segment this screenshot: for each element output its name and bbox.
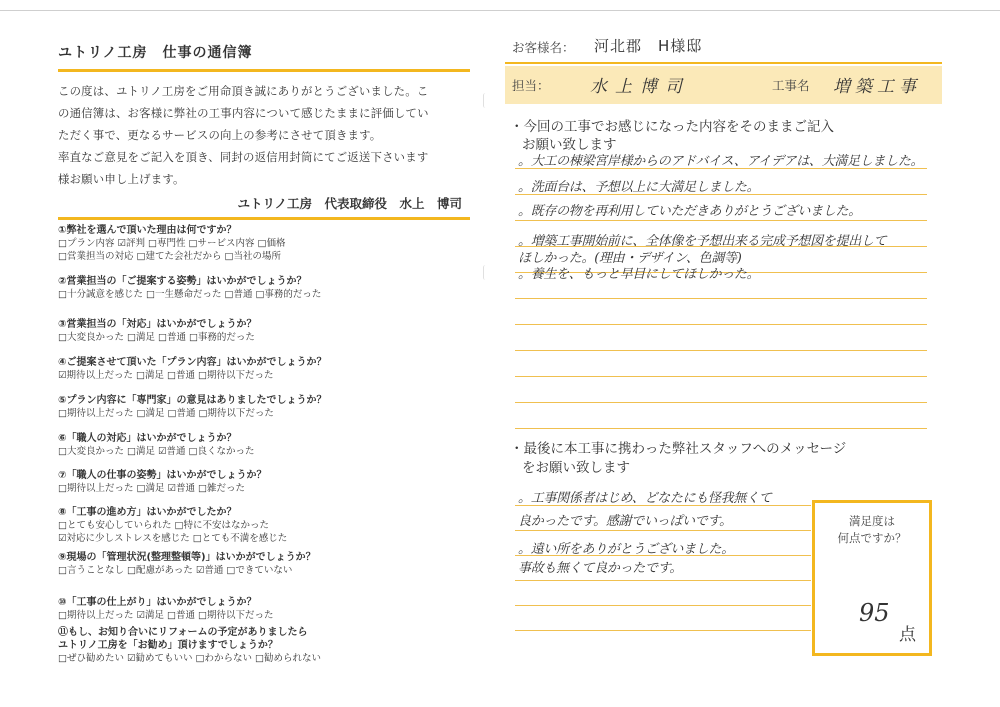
impression-handwritten: 。増築工事開始前に、全体像を予想出来る完成予想図を提出して — [518, 234, 887, 249]
customer-divider — [505, 62, 942, 64]
question-title: ⑪もし、お知り合いにリフォームの予定がありましたら — [58, 627, 308, 638]
option-row — [58, 407, 326, 420]
intro-line: 率直なご意見をご記入を頂き、同封の返信用封筒にてご返送下さいます — [58, 150, 429, 164]
option-unchecked: □期待以上だった — [58, 610, 134, 621]
option-unchecked: □サービス内容 — [188, 238, 255, 249]
option-unchecked: □大変良かった — [58, 332, 124, 343]
question-title: ①弊社を選んで頂いた理由は何ですか？ — [58, 225, 237, 236]
option-unchecked: □わからない — [195, 653, 252, 664]
option-unchecked: □配慮があった — [126, 565, 193, 576]
option-unchecked: □プラン内容 — [58, 238, 115, 249]
option-unchecked: □一生懸命だった — [145, 289, 222, 300]
option-row — [58, 609, 276, 622]
question-block — [58, 469, 266, 495]
option-row — [58, 532, 290, 545]
option-unchecked: □普通 — [157, 332, 186, 343]
ruled-line — [515, 630, 811, 631]
option-unchecked: □満足 — [136, 408, 165, 419]
option-checked: ☑評判 — [117, 238, 146, 249]
option-unchecked: □価格 — [257, 238, 286, 249]
work-name-handwritten: 増築工事 — [833, 77, 921, 97]
intro-line: の通信簿は、お客様に弊社の工事内容について感じたままに評価してい — [58, 106, 429, 120]
option-unchecked: □良くなかった — [188, 446, 255, 457]
message-heading: ・最後に本工事に携わった弊社スタッフへのメッセージ — [510, 441, 847, 457]
option-unchecked: □満足 — [126, 332, 155, 343]
question-title: ④ご提案させて頂いた「プラン内容」はいかがでしょうか？ — [58, 357, 327, 368]
impression-handwritten: ほしかった。(理由・デザイン、色調等) — [518, 251, 742, 266]
option-unchecked: □言うことなし — [58, 565, 124, 576]
option-row — [58, 288, 324, 301]
message-heading-2: をお願い致します — [522, 460, 630, 476]
option-unchecked: □期待以上だった — [58, 483, 134, 494]
top-border-line — [0, 10, 1000, 11]
question-block — [58, 318, 258, 344]
option-unchecked: □期待以下だった — [198, 408, 274, 419]
question-title: ユトリノ工房を「お勧め」頂けますでしょうか？ — [58, 640, 278, 651]
ruled-line — [515, 350, 927, 351]
work-name-label: 工事名 — [772, 78, 810, 93]
option-unchecked: □期待以上だった — [58, 408, 134, 419]
option-unchecked: □満足 — [136, 483, 165, 494]
option-row — [58, 250, 288, 263]
option-checked: ☑普通 — [157, 446, 186, 457]
option-checked: ☑勧めてもいい — [126, 653, 193, 664]
option-unchecked: □十分誠意を感じた — [58, 289, 143, 300]
message-handwritten: 。工事関係者はじめ、どなたにも怪我無くて — [518, 491, 772, 506]
intro-text — [58, 80, 468, 190]
impression-handwritten: 。既存の物を再利用していただきありがとうございました。 — [518, 204, 861, 219]
impression-handwritten: 。大工の棟梁宮岸様からのアドバイス、アイデアは、大満足しました。 — [518, 154, 924, 169]
question-title: ⑦「職人の仕事の姿勢」はいかがでしょうか？ — [58, 470, 267, 481]
option-unchecked: □ぜひ勧めたい — [58, 653, 124, 664]
ruled-line — [515, 324, 927, 325]
message-handwritten: 良かったです。感謝でいっぱいです。 — [518, 514, 732, 529]
question-title: ③営業担当の「対応」はいかがでしょうか？ — [58, 319, 257, 330]
ruled-line — [515, 220, 927, 221]
question-block — [58, 506, 290, 545]
option-row — [58, 445, 257, 458]
impression-handwritten: 。養生を、もっと早目にしてほしかった。 — [518, 267, 760, 282]
ruled-line — [515, 605, 811, 606]
option-unchecked: □満足 — [126, 446, 155, 457]
question-title: ⑤プラン内容に「専門家」の意見はありましたでしょうか？ — [58, 395, 327, 406]
ruled-line — [515, 402, 927, 403]
question-block — [58, 596, 276, 622]
question-title: ⑩「工事の仕上がり」はいかがでしょうか？ — [58, 597, 257, 608]
message-handwritten: 事故も無くて良かったです。 — [518, 561, 683, 576]
option-checked: ☑期待以上だった — [58, 370, 134, 381]
ruled-line — [515, 298, 927, 299]
customer-name-value: 河北郡 H様邸 — [594, 37, 703, 55]
option-checked: ☑普通 — [195, 565, 224, 576]
option-checked: ☑対応に少しストレスを感じた — [58, 533, 190, 544]
option-unchecked: □とても安心していられた — [58, 520, 172, 531]
question-title: ⑧「工事の進め方」はいかがでしたか？ — [58, 507, 237, 518]
impression-handwritten: 。洗面台は、予想以上に大満足しました。 — [518, 180, 760, 195]
message-handwritten: 。遠い所をありがとうございました。 — [518, 542, 734, 557]
score-question-line: 満足度は — [849, 514, 895, 528]
option-unchecked: □期待以下だった — [198, 610, 274, 621]
intro-line: 様お願い申し上げます。 — [58, 172, 185, 186]
question-block — [58, 626, 324, 665]
ruled-line — [515, 580, 811, 581]
question-block — [58, 356, 326, 382]
intro-line: ただく事で、更なるサービスの向上の参考にさせて頂きます。 — [58, 128, 382, 142]
option-unchecked: □雑だった — [198, 483, 245, 494]
impressions-heading: ・今回の工事でお感じになった内容をそのままご記入 — [510, 119, 834, 135]
signature-divider — [58, 217, 470, 220]
binder-hole-mark — [483, 265, 488, 280]
score-value-handwritten: 95 — [859, 599, 890, 627]
document-title: ユトリノ工房 仕事の通信簿 — [58, 45, 253, 61]
option-row — [58, 564, 316, 577]
staff-name-handwritten: 水上博司 — [590, 77, 690, 97]
ruled-line — [515, 376, 927, 377]
impressions-heading-2: お願い致します — [522, 137, 617, 153]
satisfaction-score-box — [812, 500, 932, 656]
option-unchecked: □普通 — [167, 610, 195, 621]
question-block — [58, 432, 257, 458]
option-unchecked: □専門性 — [148, 238, 186, 249]
option-unchecked: □大変良かった — [58, 446, 124, 457]
binder-hole-mark — [483, 93, 488, 108]
question-title: ⑨現場の「管理状況(整理整頓等)」はいかがでしょうか？ — [58, 552, 316, 563]
option-checked: ☑満足 — [136, 610, 165, 621]
option-unchecked: □建てた会社だから — [136, 251, 222, 262]
option-unchecked: □普通 — [224, 289, 253, 300]
option-row — [58, 482, 266, 495]
option-row — [58, 519, 290, 532]
option-unchecked: □当社の場所 — [224, 251, 281, 262]
option-unchecked: □満足 — [136, 370, 165, 381]
option-unchecked: □勧められない — [255, 653, 321, 664]
ruled-line — [515, 428, 927, 429]
question-block — [58, 394, 326, 420]
option-unchecked: □普通 — [167, 408, 196, 419]
staff-label: 担当： — [512, 78, 550, 93]
question-title: ⑥「職人の対応」はいかがでしょうか？ — [58, 433, 237, 444]
customer-name-label: お客様名： — [512, 40, 575, 55]
option-row — [58, 369, 326, 382]
question-block — [58, 224, 288, 263]
score-unit: 点 — [899, 625, 916, 645]
question-block — [58, 551, 316, 577]
signature: ユトリノ工房 代表取締役 水上 博司 — [237, 196, 462, 211]
option-unchecked: □とても不満を感じた — [192, 533, 288, 544]
option-unchecked: □特に不安はなかった — [174, 520, 269, 531]
option-unchecked: □事務的だった — [188, 332, 255, 343]
evaluation-header — [58, 42, 468, 220]
question-block — [58, 275, 324, 301]
intro-line: この度は、ユトリノ工房をご用命頂き誠にありがとうございました。こ — [58, 84, 429, 98]
option-unchecked: □営業担当の対応 — [58, 251, 134, 262]
option-row — [58, 237, 288, 250]
ruled-line — [515, 530, 811, 531]
option-unchecked: □普通 — [167, 370, 195, 381]
score-question-line: 何点ですか？ — [837, 531, 907, 545]
option-row — [58, 331, 258, 344]
title-divider — [58, 69, 470, 72]
option-unchecked: □できていない — [226, 565, 293, 576]
option-row — [58, 652, 324, 665]
option-checked: ☑普通 — [167, 483, 195, 494]
option-unchecked: □期待以下だった — [198, 370, 274, 381]
option-unchecked: □事務的だった — [255, 289, 322, 300]
score-question — [815, 513, 929, 547]
question-title: ②営業担当の「ご提案する姿勢」はいかがでしょうか？ — [58, 276, 307, 287]
